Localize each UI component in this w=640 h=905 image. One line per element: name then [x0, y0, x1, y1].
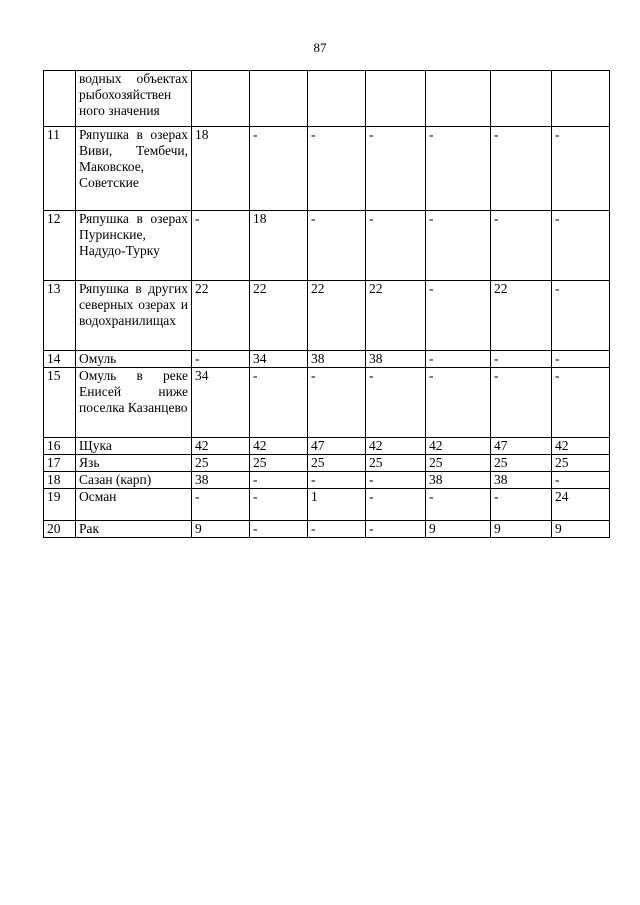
table-row	[44, 455, 610, 472]
species-name-cell: Щука	[76, 438, 192, 455]
value-cell: -	[426, 127, 491, 211]
value-cell: -	[491, 489, 552, 521]
value-cell: -	[308, 211, 366, 281]
value-cell: 47	[308, 438, 366, 455]
species-name-cell: Язь	[76, 455, 192, 472]
table-row	[44, 71, 610, 127]
value-cell: 38	[366, 351, 426, 368]
value-cell: -	[552, 281, 610, 351]
row-number-cell: 11	[44, 127, 76, 211]
table-row	[44, 281, 610, 351]
value-cell	[308, 71, 366, 127]
value-cell: 22	[250, 281, 308, 351]
species-name-cell: водных объектах рыбохозяйствен ного значения	[76, 71, 192, 127]
value-cell: 22	[308, 281, 366, 351]
row-number-cell: 13	[44, 281, 76, 351]
value-cell: 38	[192, 472, 250, 489]
value-cell: 42	[552, 438, 610, 455]
value-cell: -	[366, 472, 426, 489]
table-row	[44, 472, 610, 489]
value-cell	[192, 71, 250, 127]
value-cell: -	[366, 489, 426, 521]
value-cell: 42	[250, 438, 308, 455]
value-cell: 9	[426, 521, 491, 538]
row-number-cell: 15	[44, 368, 76, 438]
value-cell: -	[308, 521, 366, 538]
value-cell: -	[366, 521, 426, 538]
value-cell: -	[552, 368, 610, 438]
value-cell: 9	[192, 521, 250, 538]
value-cell	[426, 71, 491, 127]
row-number-cell: 17	[44, 455, 76, 472]
value-cell	[491, 71, 552, 127]
value-cell	[366, 71, 426, 127]
value-cell: -	[552, 351, 610, 368]
species-name-cell: Омуль в реке Енисей ниже поселка Казанцево	[76, 368, 192, 438]
value-cell: -	[366, 368, 426, 438]
species-name-cell: Сазан (карп)	[76, 472, 192, 489]
value-cell: -	[491, 211, 552, 281]
table-row	[44, 489, 610, 521]
value-cell: -	[426, 368, 491, 438]
value-cell: -	[192, 489, 250, 521]
value-cell: 42	[192, 438, 250, 455]
value-cell: -	[250, 489, 308, 521]
value-cell: 25	[250, 455, 308, 472]
value-cell	[552, 71, 610, 127]
value-cell: 47	[491, 438, 552, 455]
value-cell: -	[192, 211, 250, 281]
value-cell: -	[308, 368, 366, 438]
value-cell: -	[426, 211, 491, 281]
value-cell: -	[308, 127, 366, 211]
row-number-cell: 19	[44, 489, 76, 521]
value-cell: 42	[426, 438, 491, 455]
value-cell: -	[426, 351, 491, 368]
table-row	[44, 368, 610, 438]
value-cell: 9	[552, 521, 610, 538]
table-row	[44, 521, 610, 538]
fish-data-table	[43, 70, 610, 538]
value-cell: -	[192, 351, 250, 368]
value-cell: -	[250, 472, 308, 489]
value-cell: 22	[366, 281, 426, 351]
value-cell: -	[491, 368, 552, 438]
value-cell: 25	[366, 455, 426, 472]
value-cell: 34	[192, 368, 250, 438]
value-cell: 38	[426, 472, 491, 489]
row-number-cell: 20	[44, 521, 76, 538]
value-cell: -	[491, 351, 552, 368]
species-name-cell: Ряпушка в озерах Пуринские, Надудо-Турку	[76, 211, 192, 281]
value-cell: -	[552, 211, 610, 281]
value-cell: 25	[426, 455, 491, 472]
table-row	[44, 211, 610, 281]
value-cell: 25	[308, 455, 366, 472]
value-cell: 34	[250, 351, 308, 368]
species-name-cell: Осман	[76, 489, 192, 521]
value-cell: -	[366, 211, 426, 281]
row-number-cell: 14	[44, 351, 76, 368]
species-name-cell: Рак	[76, 521, 192, 538]
value-cell: -	[552, 127, 610, 211]
value-cell: -	[250, 127, 308, 211]
table-body	[44, 71, 610, 538]
table-row	[44, 351, 610, 368]
value-cell: 22	[491, 281, 552, 351]
value-cell: -	[552, 472, 610, 489]
value-cell: -	[426, 489, 491, 521]
value-cell: 22	[192, 281, 250, 351]
value-cell: -	[250, 521, 308, 538]
page-number: 87	[313, 40, 327, 55]
value-cell: -	[308, 472, 366, 489]
value-cell: 38	[491, 472, 552, 489]
value-cell: 25	[491, 455, 552, 472]
row-number-cell: 18	[44, 472, 76, 489]
value-cell: 9	[491, 521, 552, 538]
species-name-cell: Омуль	[76, 351, 192, 368]
value-cell: -	[491, 127, 552, 211]
value-cell: 25	[192, 455, 250, 472]
table-row	[44, 127, 610, 211]
table-row	[44, 438, 610, 455]
value-cell: -	[366, 127, 426, 211]
value-cell	[250, 71, 308, 127]
value-cell: 24	[552, 489, 610, 521]
value-cell: -	[426, 281, 491, 351]
row-number-cell: 16	[44, 438, 76, 455]
row-number-cell: 12	[44, 211, 76, 281]
species-name-cell: Ряпушка в других северных озерах и водохранилищах	[76, 281, 192, 351]
value-cell: -	[250, 368, 308, 438]
value-cell: 25	[552, 455, 610, 472]
value-cell: 42	[366, 438, 426, 455]
value-cell: 18	[192, 127, 250, 211]
value-cell: 18	[250, 211, 308, 281]
value-cell: 38	[308, 351, 366, 368]
row-number-cell	[44, 71, 76, 127]
value-cell: 1	[308, 489, 366, 521]
species-name-cell: Ряпушка в озерах Виви, Тембечи, Маковское, Советские	[76, 127, 192, 211]
